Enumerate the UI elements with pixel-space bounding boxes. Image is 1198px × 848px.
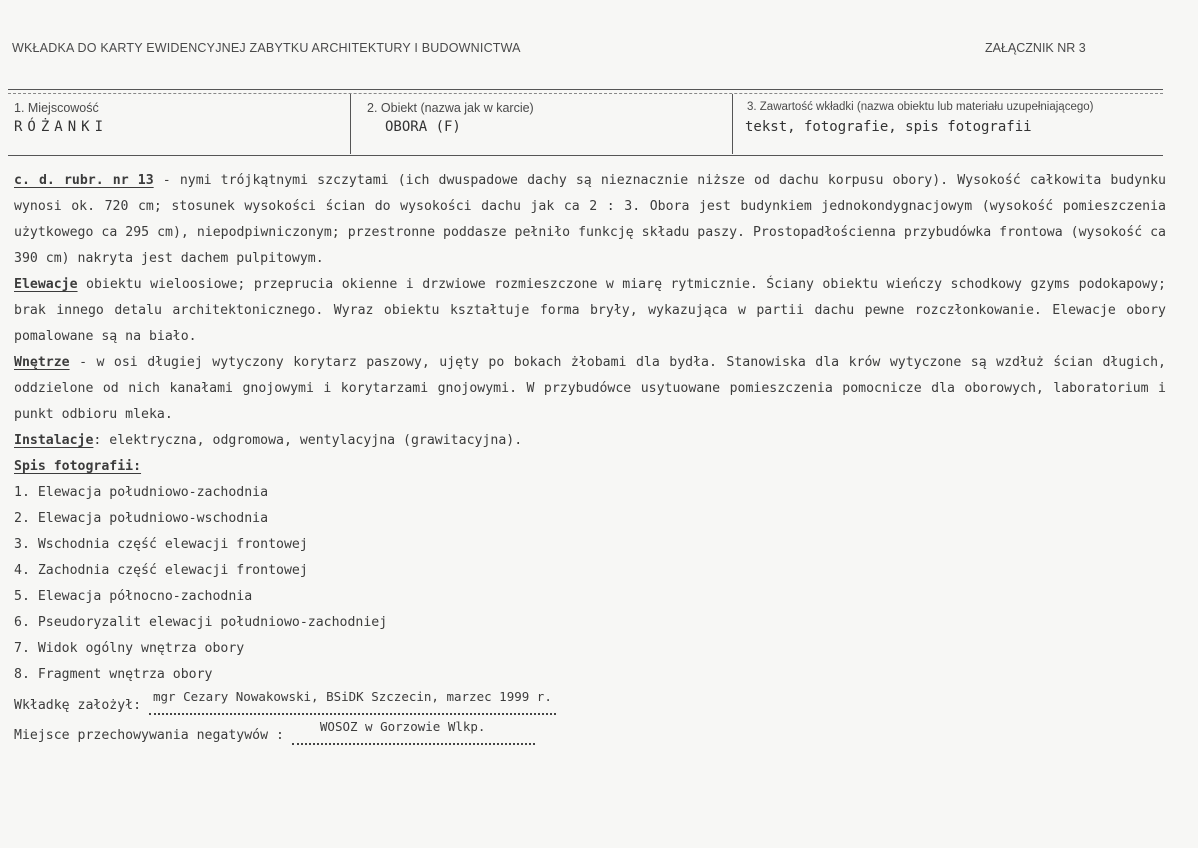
paragraph-heading: Instalacje [14, 433, 94, 448]
paragraph-text: : elektryczna, odgromowa, wentylacyjna (grawitacyjna). [93, 433, 523, 448]
paragraph-interior [14, 350, 1166, 428]
photo-list-heading [14, 454, 1166, 480]
list-item: 7. Widok ogólny wnętrza obory [14, 641, 245, 656]
list-item: 6. Pseudoryzalit elewacji południowo-zachodniej [14, 615, 388, 630]
author-value: mgr Cezary Nowakowski, BSiDK Szczecin, marzec 1999 r. [152, 689, 552, 704]
object-label: 2. Obiekt (nazwa jak w karcie) [367, 101, 534, 115]
author-line [14, 689, 556, 715]
place-value: RÓŻANKI [14, 119, 109, 135]
author-label: Wkładkę założył: [14, 698, 149, 713]
paragraph-elevations [14, 272, 1166, 350]
fields-bottom-rule [8, 155, 1163, 156]
paragraph-text: - w osi długiej wytyczony korytarz paszowy, ujęty po bokach żłobami dla bydła. Stanowiska dla krów wytyczone są wzdłuż ścian długich, oddzielone od nich kanałami gnojowymi i korytarzami gnojowymi. W przybudówce usytuowane pomieszczenia pomocnicze dla oborowych, laboratorium i punkt odbioru mleka. [14, 355, 1166, 422]
content-label: 3. Zawartość wkładki (nazwa obiektu lub materiału uzupełniającego) [747, 101, 1094, 113]
annex-number: ZAŁĄCZNIK NR 3 [985, 41, 1086, 55]
paragraph-heading: Wnętrze [14, 355, 70, 370]
content-value: tekst, fotografie, spis fotografii [745, 119, 1032, 135]
list-item: 2. Elewacja południowo-wschodnia [14, 511, 269, 526]
paragraph-installations [14, 428, 1166, 454]
paragraph-heading: Elewacje [14, 277, 78, 292]
storage-line [14, 719, 535, 745]
paragraph-continuation [14, 168, 1166, 272]
place-label: 1. Miejscowość [14, 101, 99, 115]
storage-field [292, 719, 536, 745]
list-item: 4. Zachodnia część elewacji frontowej [14, 563, 308, 578]
document-body [14, 168, 1166, 688]
list-item: 3. Wschodnia część elewacji frontowej [14, 537, 308, 552]
storage-label: Miejsce przechowywania negatywów : [14, 728, 292, 743]
paragraph-text: obiektu wieloosiowe; przeprucia okienne i drzwiowe rozmieszczone w miarę rytmicznie. Ściany obiektu wieńczy schodkowy gzyms podokapowy; brak innego detalu architektonicznego. Wyraz obiektu kształtuje forma bryły, wykazująca w partii dachu pewne rozczłonkowanie. Elewacje obory pomalowane są na biało. [14, 277, 1166, 344]
paragraph-text: - nymi trójkątnymi szczytami (ich dwuspadowe dachy są nieznacznie niższe od dachu korpusu obory). Wysokość całkowita budynku wynosi ok. 720 cm; stosunek wysokości ścian do wysokości dachu jak ca 2 : 3. Obora jest budynkiem jednokondygnacjowym (wysokość pomieszczenia użytkowego ca 295 cm), niepodpiwniczonym; przestronne poddasze pełniło funkcję składu paszy. Prostopadłościenna przybudówka frontowa (wysokość ca 390 cm) nakryta jest dachem pulpitowym. [14, 173, 1166, 266]
storage-value: WOSOZ w Gorzowie Wlkp. [319, 719, 486, 734]
author-field [149, 689, 556, 715]
photo-list [14, 480, 1166, 688]
header-rule [8, 89, 1163, 90]
list-item: 1. Elewacja południowo-zachodnia [14, 485, 269, 500]
list-item: 5. Elewacja północno-zachodnia [14, 589, 253, 604]
paragraph-heading: c. d. rubr. nr 13 [14, 173, 154, 188]
document-title: WKŁADKA DO KARTY EWIDENCYJNEJ ZABYTKU ARCHITEKTURY I BUDOWNICTWA [12, 41, 521, 55]
object-value: OBORA (F) [385, 119, 461, 135]
paragraph-heading: Spis fotografii: [14, 459, 142, 474]
field-divider [350, 94, 351, 154]
header-rule-dashed [8, 93, 1163, 94]
field-divider [732, 94, 733, 154]
list-item: 8. Fragment wnętrza obory [14, 667, 213, 682]
